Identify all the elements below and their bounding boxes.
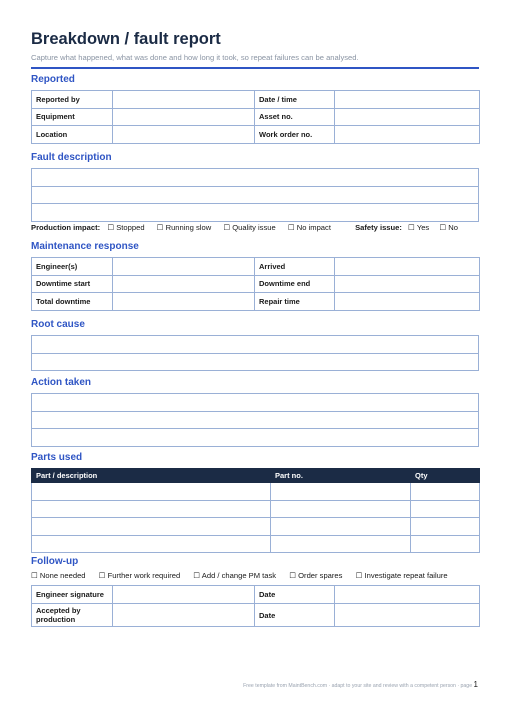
table-row [32, 483, 480, 501]
root-cause-box [31, 335, 479, 371]
section-followup-title: Follow-up [31, 556, 79, 567]
qty-cell[interactable] [411, 500, 480, 518]
footer-text: Free template from MaintBench.com · adapt to your site and review with a competent person · page [243, 683, 473, 689]
section-action-title: Action taken [31, 377, 92, 388]
accepted-by-field[interactable] [113, 604, 255, 627]
repair-time-field[interactable] [335, 293, 480, 311]
equipment-field[interactable] [113, 108, 255, 126]
engineer-signature-field[interactable] [113, 586, 255, 604]
root-cause-line[interactable] [32, 353, 479, 371]
action-taken-line[interactable] [32, 394, 479, 412]
acceptance-date-field[interactable] [335, 604, 480, 627]
reported-table [31, 90, 480, 144]
table-row [32, 518, 480, 536]
date-time-label: Date / time [255, 91, 335, 109]
signature-date-field[interactable] [335, 586, 480, 604]
total-downtime-label: Total downtime [32, 293, 113, 311]
qty-cell[interactable] [411, 518, 480, 536]
page-title: Breakdown / fault report [31, 30, 221, 48]
followup-none-needed-checkbox[interactable]: ☐ None needed [31, 571, 86, 580]
fault-description-line[interactable] [32, 186, 479, 204]
parts-header-qty: Qty [411, 469, 480, 483]
action-taken-line[interactable] [32, 411, 479, 429]
fault-description-line[interactable] [32, 169, 479, 187]
part-description-cell[interactable] [32, 500, 271, 518]
work-order-label: Work order no. [255, 126, 335, 144]
section-reported-title: Reported [31, 74, 75, 85]
production-impact-label: Production impact: [31, 223, 101, 232]
arrived-label: Arrived [255, 258, 335, 276]
title-rule [31, 67, 479, 69]
signoff-table [31, 585, 480, 627]
part-description-cell[interactable] [32, 518, 271, 536]
page-subtitle: Capture what happened, what was done and how long it took, so repeat failures can be analysed. [31, 53, 359, 62]
fault-description-box [31, 168, 479, 222]
section-root-cause-title: Root cause [31, 319, 85, 330]
engineer-signature-label: Engineer signature [32, 586, 113, 604]
date-time-field[interactable] [335, 91, 480, 109]
work-order-field[interactable] [335, 126, 480, 144]
followup-order-spares-checkbox[interactable]: ☐ Order spares [289, 571, 343, 580]
impact-stopped-checkbox[interactable]: ☐ Stopped [107, 223, 145, 232]
parts-table [31, 468, 480, 553]
table-row [32, 535, 480, 553]
downtime-start-label: Downtime start [32, 275, 113, 293]
followup-investigate-checkbox[interactable]: ☐ Investigate repeat failure [355, 571, 448, 580]
parts-header-part-no: Part no. [271, 469, 411, 483]
location-label: Location [32, 126, 113, 144]
part-no-cell[interactable] [271, 500, 411, 518]
qty-cell[interactable] [411, 535, 480, 553]
impact-quality-issue-checkbox[interactable]: ☐ Quality issue [223, 223, 276, 232]
repair-time-label: Repair time [255, 293, 335, 311]
production-impact-row [31, 223, 479, 233]
followup-further-work-checkbox[interactable]: ☐ Further work required [98, 571, 181, 580]
footer [243, 680, 478, 689]
maintenance-table [31, 257, 480, 311]
arrived-field[interactable] [335, 258, 480, 276]
section-fault-title: Fault description [31, 152, 112, 163]
equipment-label: Equipment [32, 108, 113, 126]
location-field[interactable] [113, 126, 255, 144]
fault-report-form [31, 30, 479, 69]
part-no-cell[interactable] [271, 535, 411, 553]
part-description-cell[interactable] [32, 535, 271, 553]
part-description-cell[interactable] [32, 483, 271, 501]
engineers-label: Engineer(s) [32, 258, 113, 276]
impact-no-impact-checkbox[interactable]: ☐ No impact [287, 223, 331, 232]
total-downtime-field[interactable] [113, 293, 255, 311]
downtime-end-field[interactable] [335, 275, 480, 293]
accepted-by-label: Accepted by production [32, 604, 113, 627]
asset-no-label: Asset no. [255, 108, 335, 126]
fault-description-line[interactable] [32, 204, 479, 222]
downtime-start-field[interactable] [113, 275, 255, 293]
section-maintenance-title: Maintenance response [31, 241, 139, 252]
engineers-field[interactable] [113, 258, 255, 276]
downtime-end-label: Downtime end [255, 275, 335, 293]
reported-by-label: Reported by [32, 91, 113, 109]
impact-running-slow-checkbox[interactable]: ☐ Running slow [156, 223, 212, 232]
action-taken-box [31, 393, 479, 447]
page-number: 1 [473, 680, 478, 689]
date-label: Date [255, 586, 335, 604]
reported-by-field[interactable] [113, 91, 255, 109]
safety-no-checkbox[interactable]: ☐ No [439, 223, 458, 232]
part-no-cell[interactable] [271, 518, 411, 536]
safety-yes-checkbox[interactable]: ☐ Yes [408, 223, 430, 232]
section-parts-title: Parts used [31, 452, 83, 463]
action-taken-line[interactable] [32, 429, 479, 447]
table-row [32, 500, 480, 518]
followup-options-row [31, 571, 479, 581]
date-label: Date [255, 604, 335, 627]
followup-pm-task-checkbox[interactable]: ☐ Add / change PM task [193, 571, 277, 580]
asset-no-field[interactable] [335, 108, 480, 126]
root-cause-line[interactable] [32, 336, 479, 354]
part-no-cell[interactable] [271, 483, 411, 501]
safety-issue-label: Safety issue: [355, 223, 402, 232]
parts-header-description: Part / description [32, 469, 271, 483]
qty-cell[interactable] [411, 483, 480, 501]
